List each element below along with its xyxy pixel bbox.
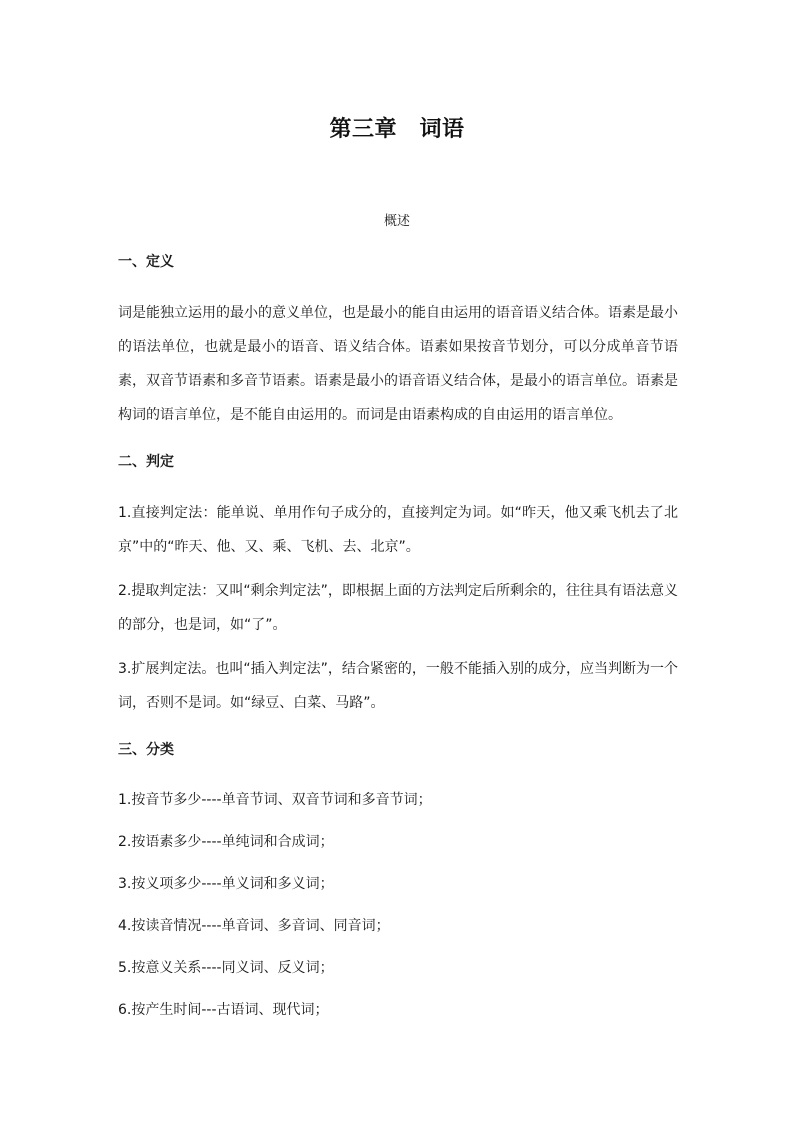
classification-item: 3.按义项多少----单义词和多义词； [118, 876, 334, 892]
classification-item: 6.按产生时间---古语词、现代词； [118, 1002, 329, 1018]
section-heading-definition: 一、定义 [118, 254, 174, 270]
judgement-paragraph-3: 3.扩展判定法。也叫“插入判定法”，结合紧密的，一般不能插入别的成分，应当判断为一个词，否则不是词。如“绿豆、白菜、马路”。 [118, 661, 678, 711]
document-body [118, 250, 678, 1026]
classification-item: 5.按意义关系----同义词、反义词； [118, 960, 334, 976]
section-heading-judgement: 二、判定 [118, 454, 174, 470]
judgement-paragraph-2: 2.提取判定法：又叫“剩余判定法”，即根据上面的方法判定后所剩余的，往往具有语法意义的部分，也是词，如“了”。 [118, 583, 678, 633]
section-heading-classification: 三、分类 [118, 742, 174, 758]
definition-paragraph: 词是能独立运用的最小的意义单位，也是最小的能自由运用的语音语义结合体。语素是最小的语法单位，也就是最小的语音、语义结合体。语素如果按音节划分，可以分成单音节语素，双音节语素和多音节语素。语素是最小的语音语义结合体，是最小的语言单位。语素是构词的语言单位，是不能自由运用的。而词是由语素构成的自由运用的语言单位。 [118, 305, 678, 423]
classification-item: 4.按读音情况----单音词、多音词、同音词； [118, 918, 390, 934]
judgement-paragraph-1: 1.直接判定法：能单说、单用作句子成分的，直接判定为词。如“昨天，他又乘飞机去了北京”中的“昨天、他、又、乘、飞机、去、北京”。 [118, 505, 678, 555]
classification-item: 2.按语素多少----单纯词和合成词； [118, 834, 334, 850]
classification-item: 1.按音节多少----单音节词、双音节词和多音节词； [118, 792, 432, 808]
chapter-title: 第三章 词语 [329, 117, 465, 142]
overview-heading: 概述 [383, 214, 410, 229]
